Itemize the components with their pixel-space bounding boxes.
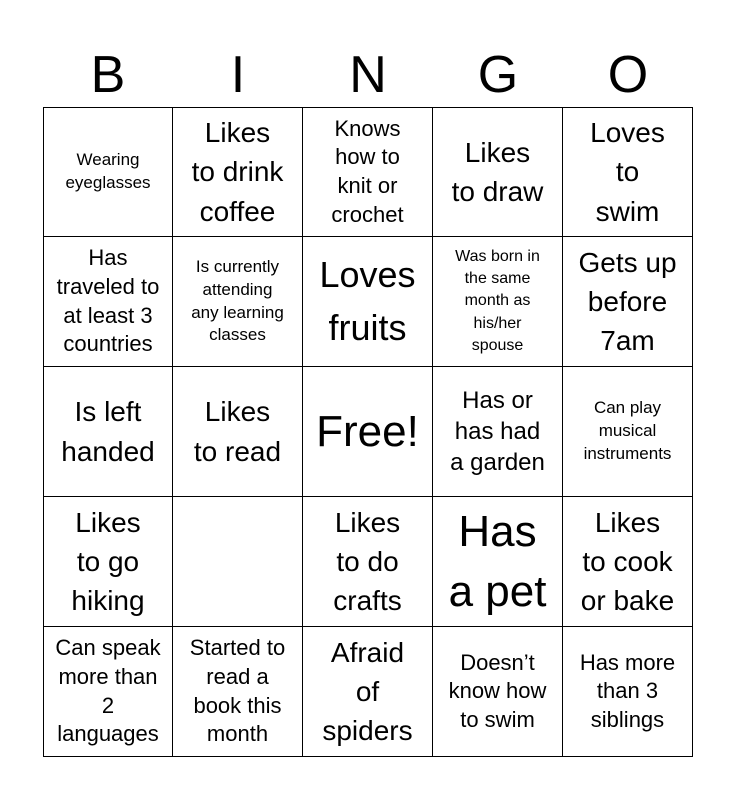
bingo-cell-r3-c4[interactable] [433,367,563,497]
cell-text: Was born in the same month as his/her spouse [455,247,540,355]
header-letter-b: B [90,46,126,104]
bingo-cell-r3-c2[interactable] [173,367,303,497]
cell-text: Loves to swim [590,117,665,227]
cell-text: Has traveled to at least 3 countries [56,245,160,357]
bingo-cell-r2-c1[interactable] [43,237,173,367]
cell-text: Knows how to knit or crochet [331,115,404,227]
header-letter-g: G [477,46,519,104]
bingo-cell-r2-c4[interactable] [433,237,563,367]
bingo-cell-r1-c4[interactable] [433,107,563,237]
free-space-text: Free! [316,406,419,456]
bingo-cell-r4-c5[interactable] [563,497,693,627]
bingo-cell-r2-c2[interactable] [173,237,303,367]
bingo-cell-r2-c3[interactable] [303,237,433,367]
bingo-cell-r1-c3[interactable] [303,107,433,237]
bingo-cell-r5-c3[interactable] [303,627,433,757]
bingo-cell-r5-c5[interactable] [563,627,693,757]
bingo-cell-r4-c1[interactable] [43,497,173,627]
bingo-cell-r1-c5[interactable] [563,107,693,237]
bingo-cell-r5-c4[interactable] [433,627,563,757]
cell-text: Likes to read [193,396,282,467]
bingo-cell-r3-c5[interactable] [563,367,693,497]
bingo-cell-r2-c5[interactable] [563,237,693,367]
bingo-cell-r5-c2[interactable] [173,627,303,757]
bingo-header [43,44,693,106]
cell-text: Wearing eyeglasses [65,150,151,192]
bingo-cell-r3-c3-free[interactable] [303,367,433,497]
header-letter-o: O [607,46,649,104]
bingo-cell-r1-c2[interactable] [173,107,303,237]
header-letter-n: N [349,46,387,104]
bingo-cell-r3-c1[interactable] [43,367,173,497]
cell-text: Doesn’t know how to swim [448,649,547,732]
cell-text: Has more than 3 siblings [579,649,676,732]
cell-text: Is left handed [61,396,155,467]
cell-text: Loves fruits [319,254,416,348]
cell-text: Likes to draw [451,136,544,207]
bingo-board [43,107,693,757]
bingo-cell-r4-c2[interactable] [173,497,303,627]
cell-text: Likes to cook or bake [580,506,675,617]
cell-text: Can play musical instruments [583,398,672,463]
cell-text: Started to read a book this month [189,635,286,747]
cell-text: Has a pet [448,507,547,616]
cell-text: Can speak more than 2 languages [55,635,161,747]
cell-text: Afraid of spiders [322,636,413,747]
bingo-cell-r1-c1[interactable] [43,107,173,237]
cell-text: Likes to drink coffee [191,117,284,227]
header-letter-i: I [230,46,246,104]
cell-text: Likes to do crafts [333,506,402,617]
cell-text: Has or has had a garden [450,386,545,477]
bingo-cell-r5-c1[interactable] [43,627,173,757]
cell-text: Likes to go hiking [71,506,145,617]
cell-text: Is currently attending any learning classes [191,256,284,345]
bingo-cell-r4-c4[interactable] [433,497,563,627]
cell-text: Gets up before 7am [578,246,677,357]
bingo-cell-r4-c3[interactable] [303,497,433,627]
